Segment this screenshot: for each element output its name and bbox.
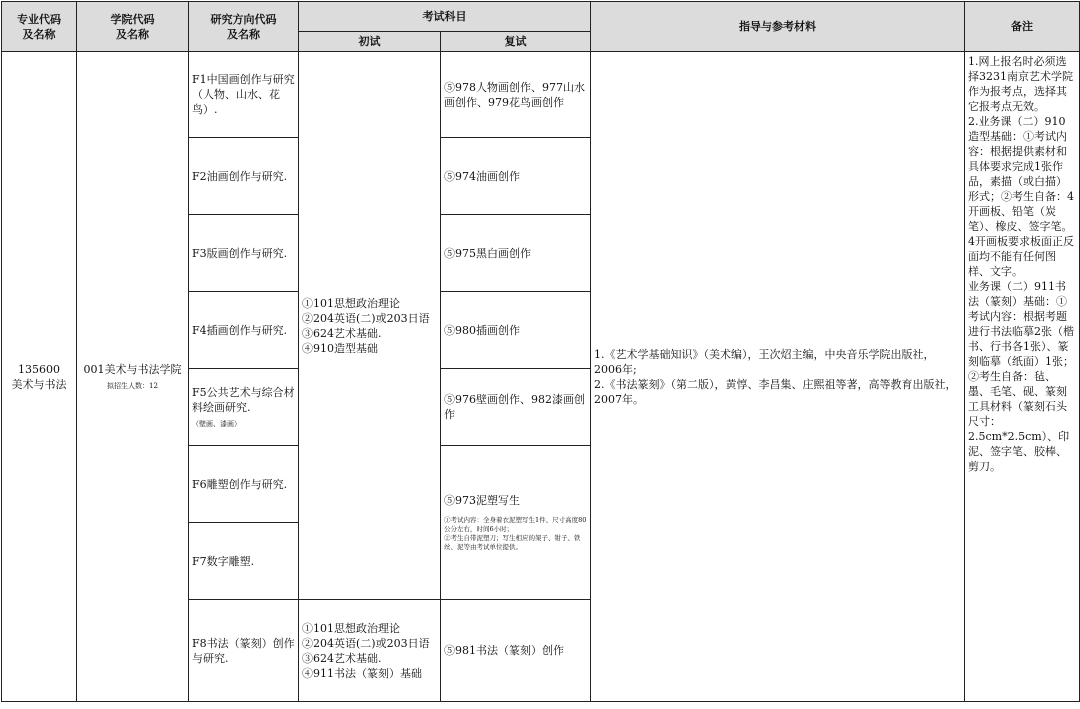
college-name: 001美术与书法学院 [83, 363, 182, 376]
direction-f7: F7数字雕塑. [189, 523, 299, 600]
retest-f3: ⑤975黑白画创作 [441, 215, 591, 292]
reference-materials: 1.《艺术学基础知识》（美术编），王次炤主编，中央音乐学院出版社，2006年; 2.《书法篆刻》（第二版），黄惇、李昌集、庄熙祖等著，高等教育出版社，2007年。 [591, 52, 965, 702]
direction-f3: F3版画创作与研究. [189, 215, 299, 292]
header-college: 学院代码 及名称 [77, 2, 189, 52]
college-cell [77, 52, 189, 702]
retest-f6-details: ①考试内容：全身着衣泥塑写生1件、尺寸高度80公分左右，时间6小时； ②考生自带泥塑刀；写生相应的架子、钳子、铁丝、泥等由考试单位提供。 [444, 516, 587, 551]
retest-f4: ⑤980插画创作 [441, 292, 591, 369]
direction-f8: F8书法（篆刻）创作与研究. [189, 600, 299, 702]
header-direction: 研究方向代码 及名称 [189, 2, 299, 52]
retest-f1: ⑤978人物画创作、977山水画创作、979花鸟画创作 [441, 52, 591, 138]
direction-f6: F6雕塑创作与研究. [189, 446, 299, 523]
direction-f4: F4插画创作与研究. [189, 292, 299, 369]
header-prelim: 初试 [299, 32, 441, 52]
college-quota: 拟招生人数：12 [107, 382, 158, 390]
direction-f5 [189, 369, 299, 446]
prelim-subjects-a: ①101思想政治理论 ②204英语(二)或203日语 ③624艺术基础. ④910造型基础 [299, 52, 441, 600]
direction-f2: F2油画创作与研究. [189, 138, 299, 215]
admissions-table [1, 1, 1080, 702]
retest-f2: ⑤974油画创作 [441, 138, 591, 215]
retest-f6-f7 [441, 446, 591, 600]
header-major: 专业代码 及名称 [2, 2, 77, 52]
major-cell: 135600 美术与书法 [2, 52, 77, 702]
header-retest: 复试 [441, 32, 591, 52]
direction-f5-sub: （壁画、漆画） [192, 420, 241, 428]
header-guide: 指导与参考材料 [591, 2, 965, 52]
prelim-subjects-b: ①101思想政治理论 ②204英语(二)或203日语 ③624艺术基础. ④911书法（篆刻）基础 [299, 600, 441, 702]
retest-f5: ⑤976壁画创作、982漆画创作 [441, 369, 591, 446]
header-exam: 考试科目 [299, 2, 591, 32]
retest-f8: ⑤981书法（篆刻）创作 [441, 600, 591, 702]
direction-f1: F1中国画创作与研究（人物、山水、花鸟）. [189, 52, 299, 138]
retest-f6: ⑤973泥塑写生 [444, 494, 520, 507]
notes-cell: 1.网上报名时必须选择3231南京艺术学院作为报考点，选择其它报考点无效。 2.业务课（二）910造型基础：①考试内容：根据提供素材和具体要求完成1张作品，素描（或白描）形式；②考生自备：4开画板、铅笔（炭笔）、橡皮、签字笔。4开画板要求板面正反面均不能有任何图样、文字。 业务课（二）911书法（篆刻）基础：①考试内容：根据考题进行书法临摹2张（楷书、行书各1张）、篆刻临摹（纸面）1张；②考生自备：毡、墨、毛笔、砚、篆刻工具材料（篆刻石头尺寸：2.5cm*2.5cm）、印泥、签字笔、胶棒、剪刀。 [965, 52, 1080, 702]
direction-f5-label: F5公共艺术与综合材料绘画研究. [192, 386, 295, 414]
header-notes: 备注 [965, 2, 1080, 52]
